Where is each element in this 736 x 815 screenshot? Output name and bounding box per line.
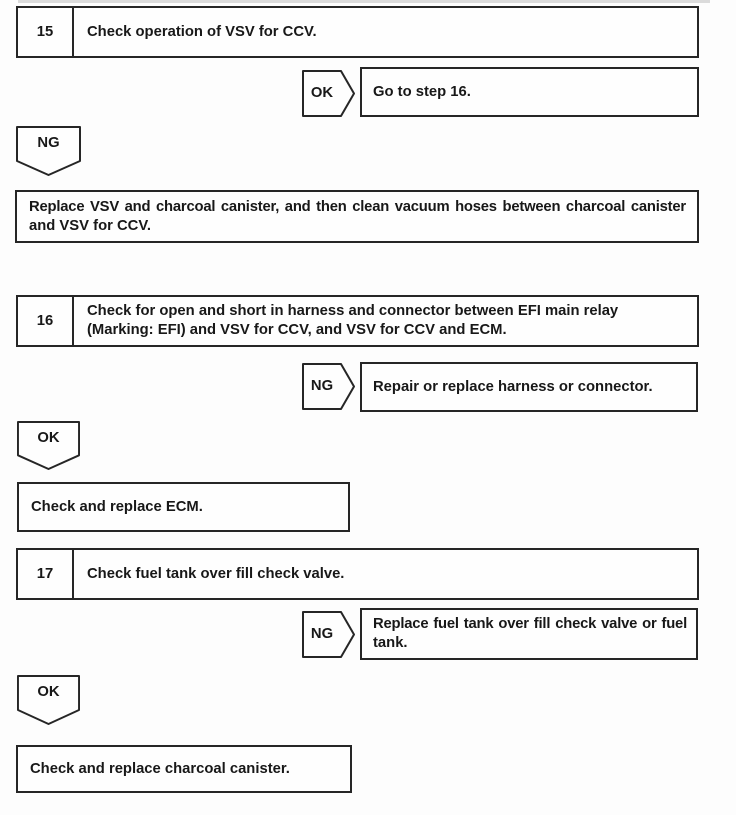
ok-label: OK [310,85,334,101]
action-box-17 [16,745,352,793]
step-16-text-line2: (Marking: EFI) and VSV for CCV, and VSV for CCV and ECM. [87,322,507,338]
result-text-17-line1: Replace fuel tank over fill check valve or fuel [373,616,687,632]
step-17-number: 17 [18,550,74,598]
result-text-16: Repair or replace harness or connector. [373,378,653,395]
action-text-17: Check and replace charcoal canister. [30,760,290,777]
step-15-text: Check operation of VSV for CCV. [87,23,317,40]
ng-right-connector-16 [302,363,355,410]
ng-right-connector-17 [302,611,355,658]
step-17-box [16,548,699,600]
scan-artifact-line [18,0,710,3]
ok-right-connector-15 [302,70,355,117]
step-17-text: Check fuel tank over fill check valve. [87,565,345,582]
ng-down-connector-15 [16,126,81,176]
step-15-number: 15 [18,8,74,56]
action-text-15-line2: and VSV for CCV. [29,217,151,234]
action-box-16 [17,482,350,532]
action-text-16: Check and replace ECM. [31,498,203,515]
step-16-number: 16 [18,297,74,345]
ng-label: NG [37,135,60,151]
ok-down-connector-17 [17,675,80,725]
ng-label: NG [310,378,334,394]
result-box-15 [360,67,699,117]
result-text-15: Go to step 16. [373,83,471,100]
action-text-15-line1: Replace VSV and charcoal canister, and then clean vacuum hoses between charcoal canister [29,198,686,215]
step-16-text-line1: Check for open and short in harness and connector between EFI main relay [87,303,619,319]
ng-label: NG [310,626,334,642]
result-box-16 [360,362,698,412]
action-box-15 [15,190,699,243]
step-15-box [16,6,699,58]
ok-label: OK [37,684,60,700]
result-text-17-line2: tank. [373,635,408,651]
step-16-box [16,295,699,347]
ok-label: OK [37,430,60,446]
ok-down-connector-16 [17,421,80,470]
result-box-17 [360,608,698,660]
